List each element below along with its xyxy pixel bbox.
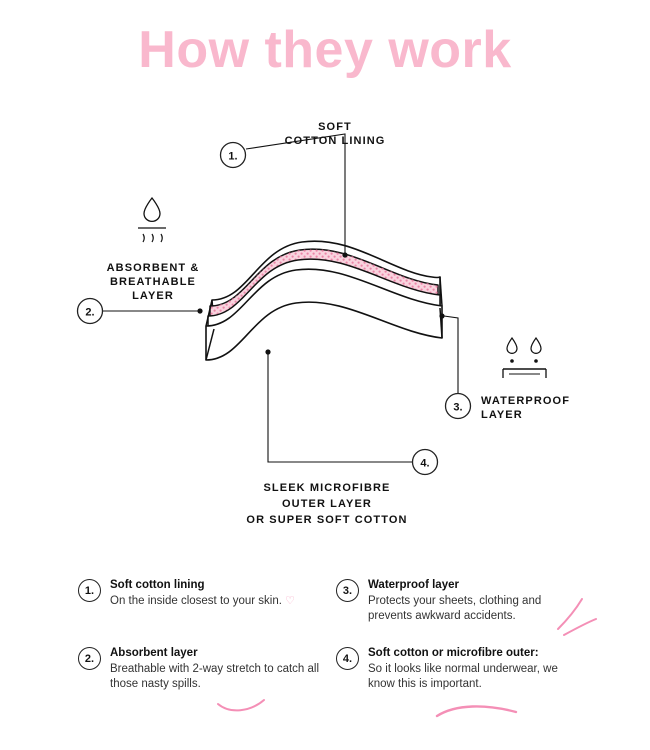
callout-label-4-line2: OUTER LAYER: [282, 498, 372, 510]
callout-number-3-text: 3.: [453, 401, 463, 414]
callout-dot-1: [342, 252, 347, 257]
callout-dot-3: [439, 313, 444, 318]
callout-label-2-line1: ABSORBENT &: [106, 262, 200, 274]
callout-label-2-line2: BREATHABLE: [110, 276, 196, 288]
heart-icon: ♡: [285, 595, 296, 607]
callout-dot-4: [265, 349, 270, 354]
legend-number: 1.: [78, 579, 101, 602]
legend-body: [368, 646, 578, 692]
decorative-underline-icon: [434, 700, 524, 726]
legend-desc: So it looks like normal underwear, we know this is important.: [368, 663, 558, 690]
legend-item: [78, 646, 320, 692]
legend-title: Absorbent layer: [110, 647, 198, 659]
legend-title: Soft cotton or microfibre outer:: [368, 647, 539, 659]
callout-label-4-line3: OR SUPER SOFT COTTON: [246, 514, 408, 526]
callout-label-1: [255, 120, 415, 148]
callout-label-3: [481, 394, 601, 422]
water-drop-breathable-icon: [138, 198, 166, 242]
legend-body: [110, 646, 320, 692]
legend-desc: [110, 594, 295, 609]
legend-desc-text: On the inside closest to your skin.: [110, 595, 282, 607]
legend-body: [368, 578, 578, 624]
legend-item: [78, 578, 320, 624]
legend: [78, 578, 578, 692]
legend-desc: Breathable with 2-way stretch to catch all those nasty spills.: [110, 663, 320, 690]
legend-title: Soft cotton lining: [110, 579, 205, 591]
legend-item: [336, 578, 578, 624]
legend-title: Waterproof layer: [368, 579, 459, 591]
callout-label-4-line1: SLEEK MICROFIBRE: [263, 482, 391, 494]
callout-label-2-line3: LAYER: [132, 290, 174, 302]
legend-item: [336, 646, 578, 692]
decorative-squiggle-right-icon: [548, 595, 608, 645]
legend-number: 4.: [336, 647, 359, 670]
callout-label-3-line1: WATERPROOF: [481, 395, 571, 407]
callout-label-1-line1: SOFT: [318, 121, 352, 133]
page-title: How they work: [138, 21, 512, 79]
callout-leader-1: [246, 134, 345, 253]
decorative-swash-left-icon: [216, 692, 276, 718]
legend-desc: Protects your sheets, clothing and prevents awkward accidents.: [368, 595, 542, 622]
callout-dot-2: [197, 308, 202, 313]
callout-label-3-line2: LAYER: [481, 409, 523, 421]
callout-label-4: [232, 480, 422, 528]
callout-number-1-text: 1.: [228, 150, 238, 163]
callout-label-1-line2: COTTON LINING: [284, 135, 386, 147]
callout-leader-3: [444, 316, 458, 393]
waterproof-droplets-icon: [503, 338, 546, 378]
legend-number: 3.: [336, 579, 359, 602]
callout-number-4-text: 4.: [420, 457, 430, 470]
callout-number-2-text: 2.: [85, 306, 95, 319]
legend-number: 2.: [78, 647, 101, 670]
callout-leader-4: [268, 354, 412, 462]
legend-body: [110, 578, 295, 609]
callout-label-2: [98, 261, 208, 303]
